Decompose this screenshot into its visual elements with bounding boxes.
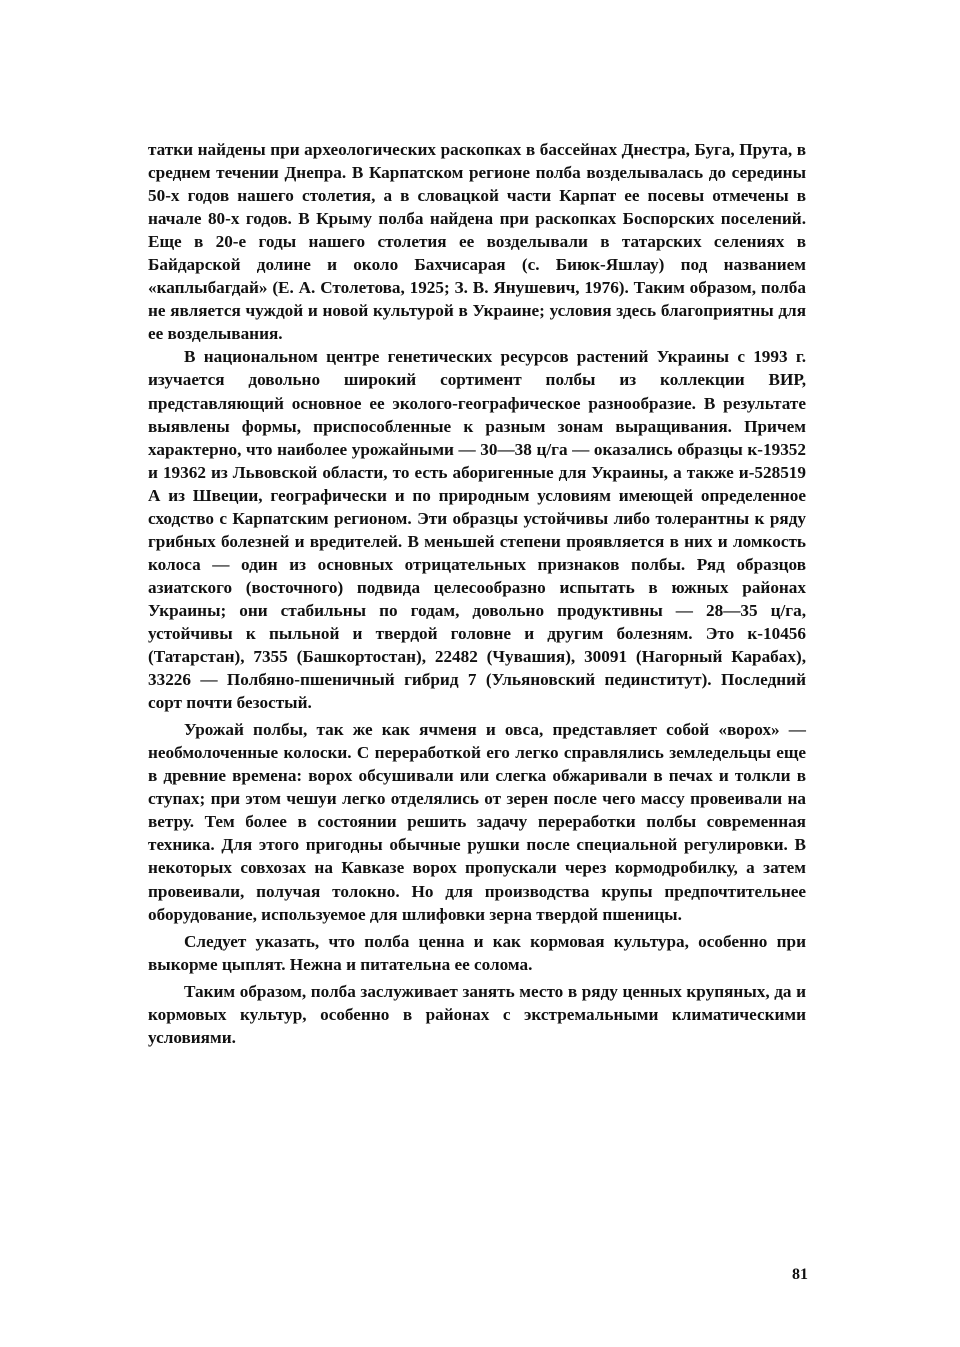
paragraph-5: Таким образом, полба заслуживает занять место в ряду ценных крупяных, да и кормовых культур, особенно в районах с экстремальными климатическими условиями. [148,981,806,1047]
paragraph-2: В национальном центре генетических ресурсов растений Украины с 1993 г. изучается довольно широкий сортимент полбы из коллекции ВИР, представляющий основное ее эколого-географическое разнообразие. В результате выявлены формы, приспособленные к разным зонам выращивания. Причем характерно, что наиболее урожайными — 30—38 ц/га — оказались образцы к-19352 и 19362 из Львовской области, то есть аборигенные для Украины, а также и-528519 А из Швеции, географически и по природным условиям имеющей определенное сходство с Карпатским регионом. Эти образцы устойчивы либо толерантны к ряду грибных болезней и вредителей. В меньшей степени проявляется в них и ломкость колоса — один из основных отрицательных признаков полбы. Ряд образцов азиатского (восточного) подвида целесообразно испытать в южных районах Украины; они стабильны по годам, довольно продуктивны — 28—35 ц/га, устойчивы к пыльной и твердой головне и другим болезням. Это к-10456 (Татарстан), 7355 (Башкортостан), 22482 (Чувашия), 30091 (Нагорный Карабах), 33226 — Полбяно-пшеничный гибрид 7 (Ульяновский пединститут). Последний сорт почти безостый. [148,347,806,713]
page-number: 81 [792,1266,808,1283]
document-text [148,138,806,1049]
paragraph-3: Урожай полбы, так же как ячменя и овса, представляет собой «ворох» — необмолоченные колоски. С переработкой его легко справлялись земледельцы еще в древние времена: ворох обсушивали или слегка обжаривали в печах и толкли в ступах; при этом чешуи легко отделялись от зерен после чего массу провеивали на ветру. Тем более в состоянии решить задачу переработки полбы современная техника. Для этого пригодны обычные рушки после специальной регулировки. В некоторых совхозах на Кавказе ворох пропускали через кормодробилку, а затем провеивали, получая толокно. Но для производства крупы предпочтительнее оборудование, используемое для шлифовки зерна твердой пшеницы. [148,720,806,924]
paragraph-1: татки найдены при археологических раскопках в бассейнах Днестра, Буга, Прута, в среднем течении Днепра. В Карпатском регионе полба возделывалась до середины 50-х годов нашего столетия, а в словацкой части Карпат ее посевы отмечены в начале 80-х годов. В Крыму полба найдена при раскопках Боспорских поселений. Еще в 20-е годы нашего столетия ее возделывали в татарских селениях в Байдарской долине и около Бахчисарая (с. Биюк-Яшлау) под названием «каплыбагдай» (Е. А. Столетова, 1925; З. В. Янушевич, 1976). Таким образом, полба не является чуждой и новой культурой в Украине; условия здесь благоприятны для ее возделывания. [148,140,806,344]
paragraph-4: Следует указать, что полба ценна и как кормовая культура, особенно при выкорме цыплят. Нежна и питательна ее солома. [148,931,806,974]
